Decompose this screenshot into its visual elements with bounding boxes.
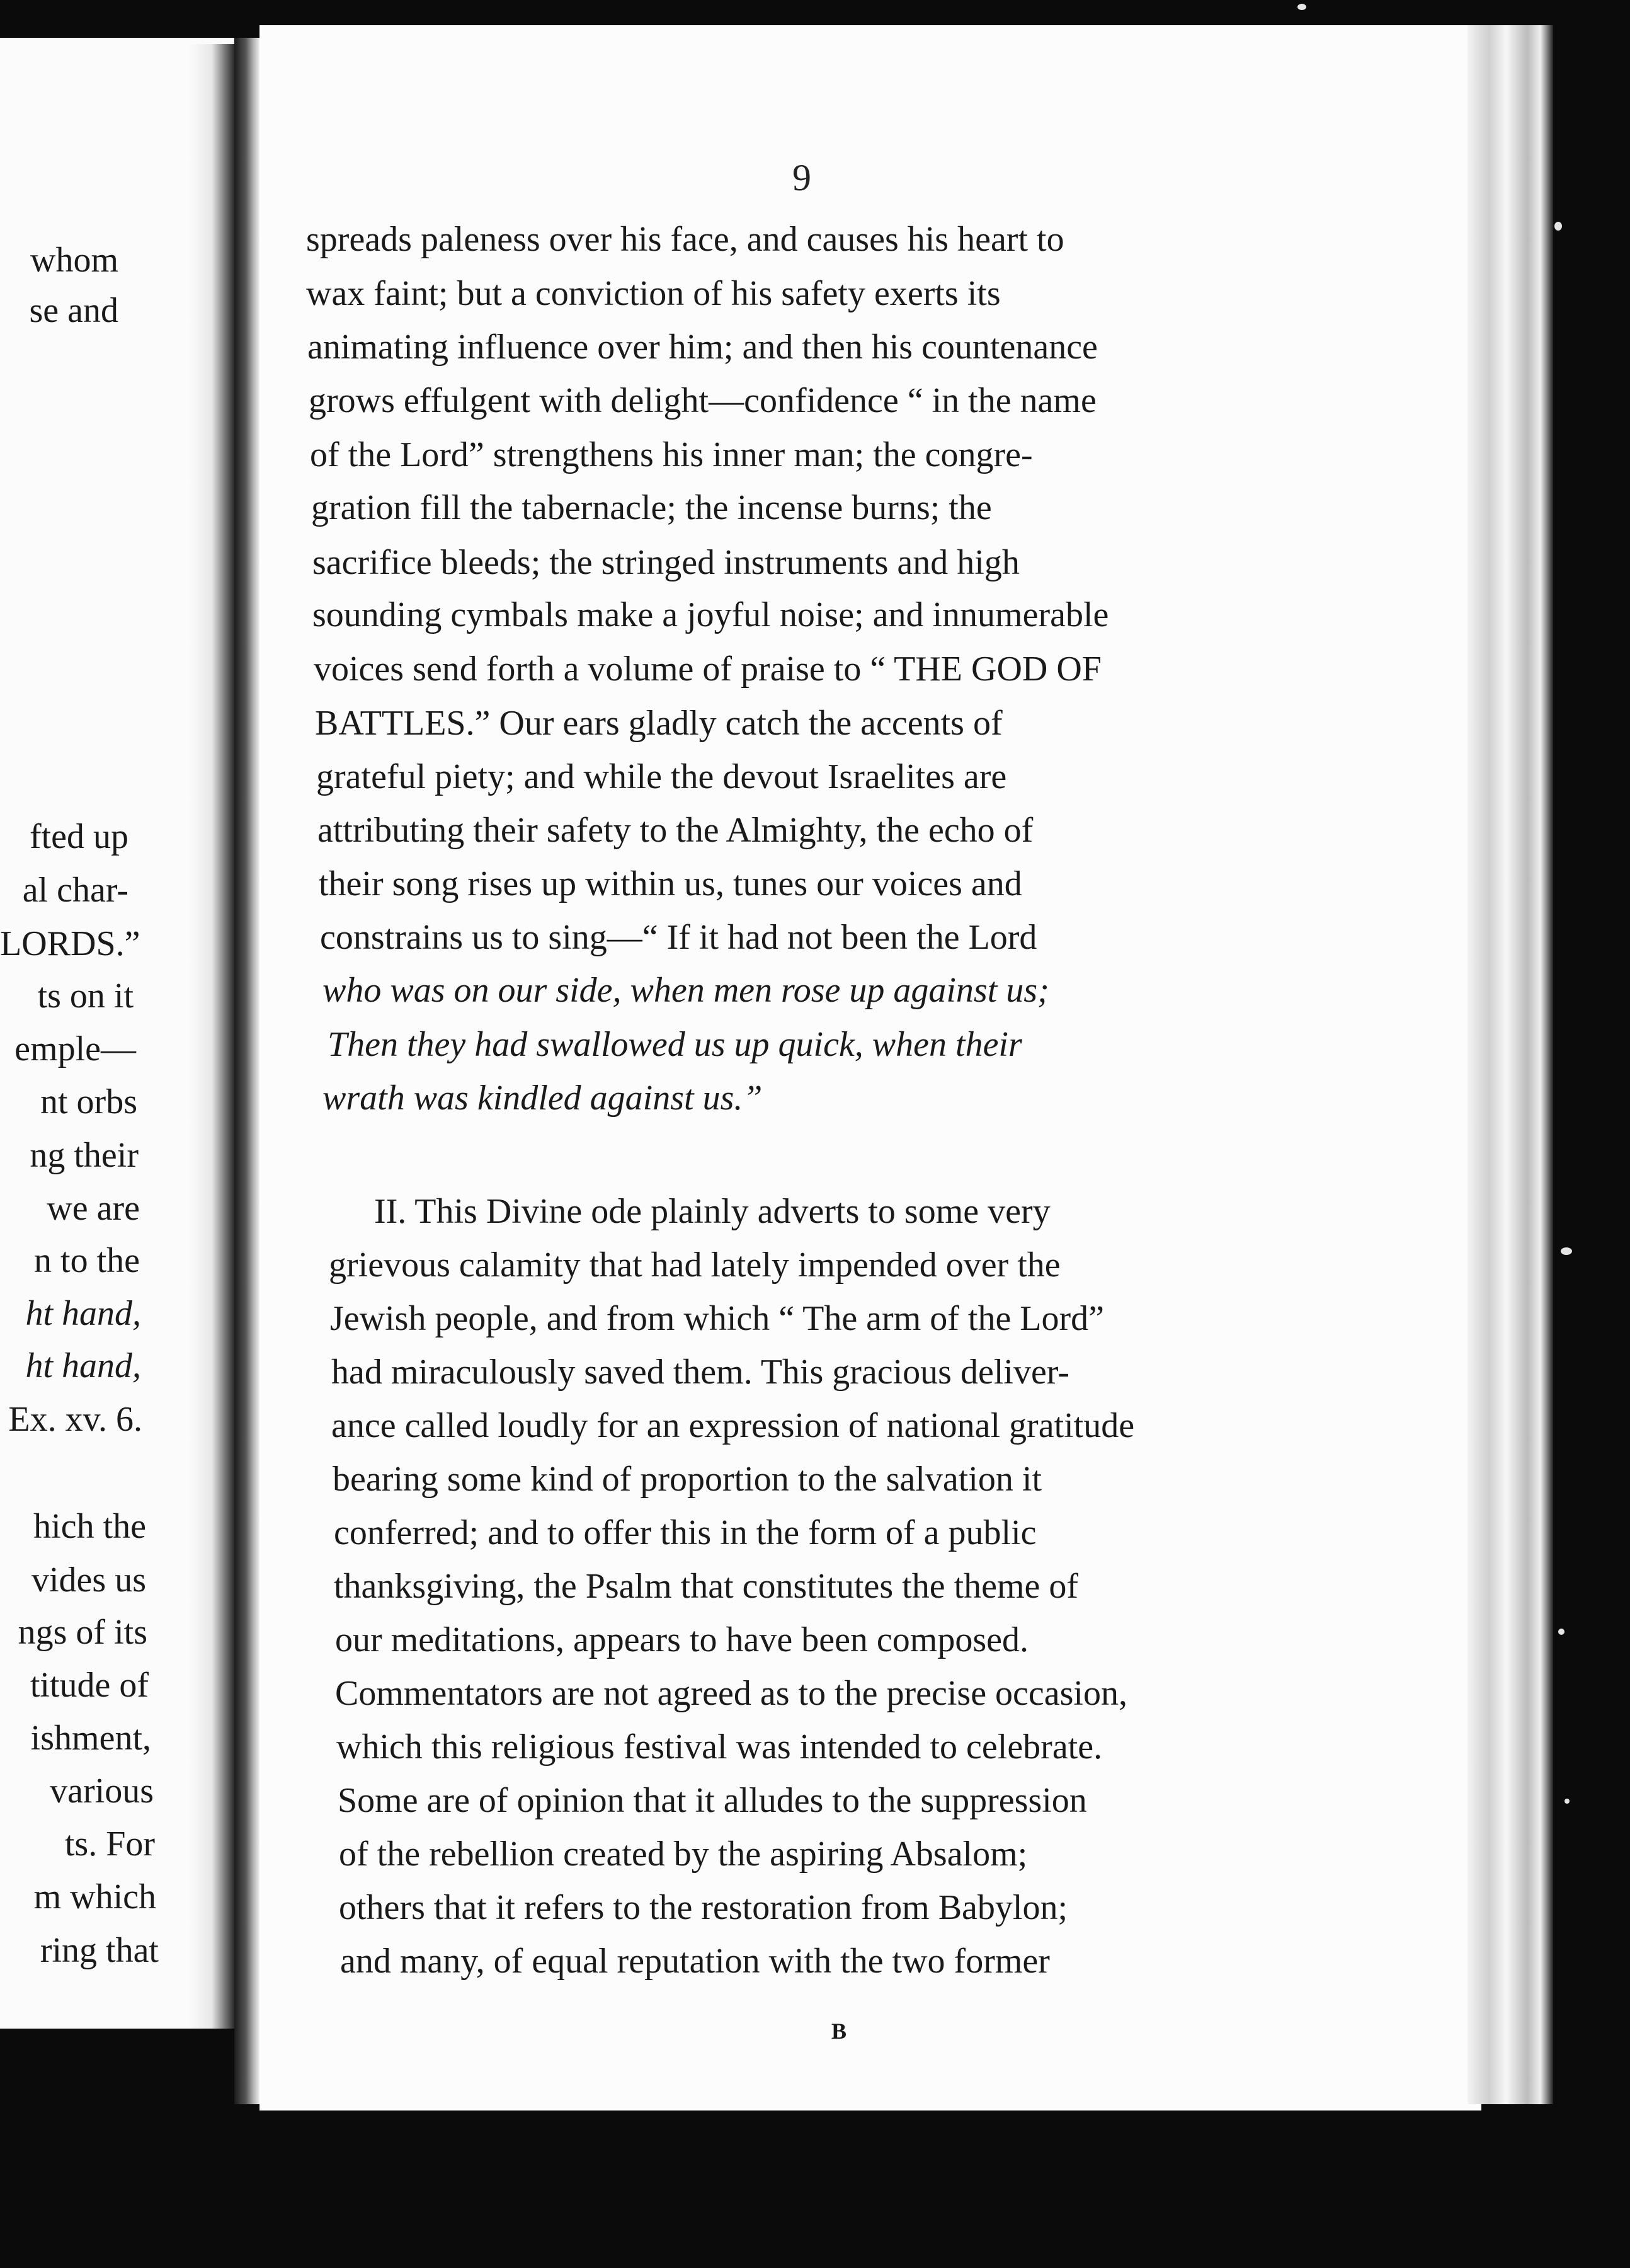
- left-line: Ex. xv. 6.: [8, 1400, 142, 1439]
- left-line: m which: [33, 1877, 156, 1916]
- text-line: our meditations, appears to have been composed.: [335, 1620, 1029, 1659]
- left-line: emple—: [14, 1029, 136, 1068]
- text-line: II. This Divine ode plainly adverts to some very: [374, 1192, 1051, 1231]
- page-number: 9: [792, 157, 811, 198]
- scan-speck: [1561, 1247, 1572, 1255]
- left-line: n to the: [34, 1241, 140, 1280]
- left-line: hich the: [33, 1507, 146, 1546]
- left-line: ht hand,: [25, 1294, 141, 1333]
- left-line: whom: [30, 241, 118, 280]
- text-line: and many, of equal reputation with the two former: [340, 1942, 1050, 1981]
- text-line: their song rises up within us, tunes our voices and: [319, 864, 1022, 903]
- left-line: al char-: [22, 871, 128, 910]
- scan-speck: [1564, 1799, 1570, 1804]
- text-line: sounding cymbals make a joyful noise; and innumerable: [312, 595, 1109, 634]
- left-line: ts. For: [64, 1824, 155, 1864]
- scan-speck: [1297, 4, 1306, 10]
- binding-edge: [234, 38, 259, 2104]
- text-line: gration fill the tabernacle; the incense burns; the: [311, 488, 992, 527]
- left-line: vides us: [31, 1561, 146, 1600]
- text-line: voices send forth a volume of praise to “ THE GOD OF: [314, 650, 1102, 689]
- text-line: wax faint; but a conviction of his safety exerts its: [306, 274, 1001, 313]
- text-line: wrath was kindled against us.”: [322, 1079, 763, 1118]
- text-line: constrains us to sing—“ If it had not been the Lord: [320, 918, 1037, 957]
- text-line: bearing some kind of proportion to the salvation it: [333, 1460, 1042, 1499]
- text-line: Then they had swallowed us up quick, when their: [328, 1025, 1022, 1064]
- text-line: Commentators are not agreed as to the precise occasion,: [335, 1674, 1127, 1713]
- left-page-gutter: [189, 44, 234, 2029]
- left-line: ring that: [40, 1931, 159, 1970]
- text-line: Jewish people, and from which “ The arm of the Lord”: [330, 1299, 1105, 1338]
- text-line: animating influence over him; and then his countenance: [307, 328, 1098, 367]
- text-line: Some are of opinion that it alludes to the suppression: [338, 1781, 1087, 1820]
- text-line: conferred; and to offer this in the form of a public: [334, 1513, 1037, 1552]
- left-line: se and: [29, 291, 118, 330]
- text-line: grievous calamity that had lately impended over the: [329, 1246, 1061, 1285]
- left-line: ng their: [30, 1136, 139, 1175]
- signature-mark: B: [831, 2019, 847, 2044]
- text-line: who was on our side, when men rose up against us;: [322, 971, 1049, 1010]
- left-line: nt orbs: [40, 1082, 137, 1121]
- text-line: others that it refers to the restoration from Babylon;: [339, 1888, 1068, 1927]
- scan-speck: [1554, 222, 1562, 231]
- text-line: grateful piety; and while the devout Israelites are: [316, 757, 1007, 796]
- text-line: spreads paleness over his face, and causes his heart to: [306, 220, 1064, 259]
- left-line: ngs of its: [18, 1613, 147, 1652]
- left-line: fted up: [29, 817, 128, 856]
- left-line: titude of: [30, 1666, 149, 1705]
- text-line: ance called loudly for an expression of national gratitude: [331, 1406, 1135, 1445]
- text-line: grows effulgent with delight—confidence “ in the name: [309, 381, 1097, 420]
- text-line: which this religious festival was intended to celebrate.: [336, 1727, 1103, 1767]
- text-line: thanksgiving, the Psalm that constitutes the theme of: [334, 1567, 1079, 1606]
- scan-speck: [1558, 1629, 1564, 1635]
- left-line: ishment,: [30, 1719, 151, 1758]
- text-line: of the rebellion created by the aspiring Absalom;: [339, 1835, 1028, 1874]
- text-line: BATTLES.” Our ears gladly catch the accents of: [315, 704, 1003, 743]
- left-line: various: [50, 1772, 154, 1811]
- left-line: we are: [47, 1189, 140, 1228]
- text-line: of the Lord” strengthens his inner man; the congre-: [310, 435, 1033, 474]
- left-line: LORDS.”: [0, 924, 140, 963]
- text-line: had miraculously saved them. This gracious deliver-: [331, 1353, 1069, 1392]
- text-line: attributing their safety to the Almighty, the echo of: [317, 811, 1034, 850]
- left-line: ht hand,: [25, 1346, 141, 1385]
- text-line: sacrifice bleeds; the stringed instruments and high: [312, 543, 1020, 582]
- left-line: ts on it: [37, 976, 134, 1016]
- right-page-edges: [1468, 25, 1553, 2104]
